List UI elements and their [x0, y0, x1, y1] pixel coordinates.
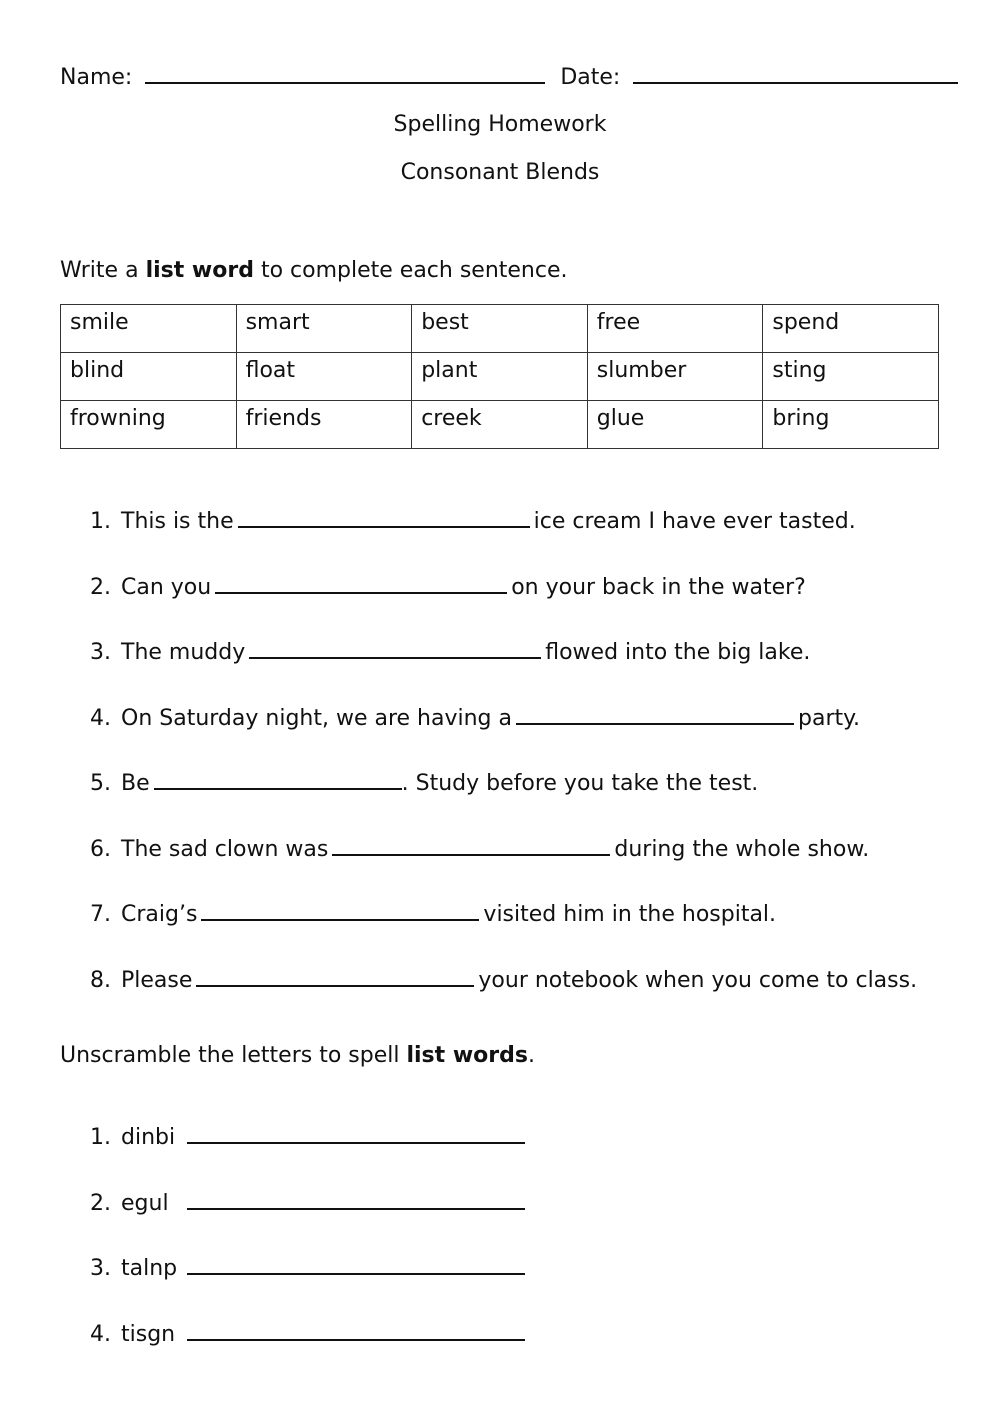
sentence-after: during the whole show. — [614, 837, 870, 862]
table-cell: best — [412, 305, 588, 353]
table-cell: sting — [763, 353, 939, 401]
answer-blank[interactable] — [215, 572, 507, 594]
word-list-table — [60, 304, 939, 449]
sentence-after: flowed into the big lake. — [545, 640, 811, 665]
date-field[interactable] — [633, 62, 958, 84]
sentence-item — [90, 572, 806, 600]
table-cell: friends — [236, 401, 412, 449]
name-date-line — [60, 62, 958, 90]
answer-blank[interactable] — [249, 637, 541, 659]
table-row — [61, 305, 939, 353]
scramble-item — [90, 1319, 525, 1347]
scrambled-word: dinbi — [121, 1125, 176, 1150]
sentence-number: 6. — [90, 837, 111, 862]
sentence-before: Please — [121, 968, 193, 993]
sentence-number: 2. — [90, 575, 111, 600]
scrambled-word: tisgn — [121, 1322, 176, 1347]
answer-blank[interactable] — [187, 1253, 525, 1275]
table-cell: float — [236, 353, 412, 401]
sentence-before: The sad clown was — [121, 837, 329, 862]
table-cell: bring — [763, 401, 939, 449]
sentence-number: 8. — [90, 968, 111, 993]
name-field[interactable] — [145, 62, 545, 84]
table-cell: smart — [236, 305, 412, 353]
sentence-item — [90, 834, 869, 862]
sentence-before: Be — [121, 771, 150, 796]
sentence-number: 1. — [90, 509, 111, 534]
sentence-item — [90, 703, 860, 731]
answer-blank[interactable] — [187, 1122, 525, 1144]
sentence-item — [90, 899, 776, 927]
table-cell: free — [587, 305, 763, 353]
sentence-item — [90, 768, 758, 796]
table-cell: slumber — [587, 353, 763, 401]
table-row — [61, 353, 939, 401]
answer-blank[interactable] — [332, 834, 610, 856]
scramble-item — [90, 1122, 525, 1150]
name-label: Name: — [60, 65, 133, 90]
scrambled-word: talnp — [121, 1256, 178, 1281]
scramble-number: 3. — [90, 1256, 111, 1281]
answer-blank[interactable] — [187, 1319, 525, 1341]
sentence-after: ice cream I have ever tasted. — [533, 509, 856, 534]
answer-blank[interactable] — [201, 899, 479, 921]
answer-blank[interactable] — [187, 1188, 525, 1210]
answer-blank[interactable] — [196, 965, 474, 987]
sentence-after: party. — [798, 706, 860, 731]
sentence-before: Can you — [121, 575, 212, 600]
instruction-text: . — [527, 1043, 535, 1068]
section2-instruction — [60, 1043, 535, 1068]
instruction-text: Write a — [60, 258, 146, 283]
sentence-number: 7. — [90, 902, 111, 927]
sentence-item — [90, 637, 810, 665]
sentence-number: 5. — [90, 771, 111, 796]
scrambled-word: egul — [121, 1191, 169, 1216]
answer-blank[interactable] — [516, 703, 794, 725]
scramble-number: 1. — [90, 1125, 111, 1150]
instruction-text: Unscramble the letters to spell — [60, 1043, 407, 1068]
table-cell: frowning — [61, 401, 237, 449]
sentence-before: On Saturday night, we are having a — [121, 706, 512, 731]
sentence-number: 3. — [90, 640, 111, 665]
table-cell: smile — [61, 305, 237, 353]
instruction-text: to complete each sentence. — [253, 258, 568, 283]
table-cell: spend — [763, 305, 939, 353]
page-subtitle: Consonant Blends — [400, 160, 600, 185]
date-label: Date: — [560, 65, 621, 90]
instruction-bold-text: list words — [406, 1043, 528, 1068]
sentence-before: Craig’s — [121, 902, 198, 927]
sentence-after: visited him in the hospital. — [483, 902, 777, 927]
page-title: Spelling Homework — [393, 112, 607, 137]
table-cell: blind — [61, 353, 237, 401]
sentence-before: The muddy — [121, 640, 246, 665]
sentence-item — [90, 506, 856, 534]
scramble-number: 2. — [90, 1191, 111, 1216]
answer-blank[interactable] — [238, 506, 530, 528]
instruction-bold-text: list word — [145, 258, 254, 283]
table-cell: creek — [412, 401, 588, 449]
sentence-before: This is the — [121, 509, 234, 534]
table-row — [61, 401, 939, 449]
scramble-number: 4. — [90, 1322, 111, 1347]
sentence-after: . Study before you take the test. — [401, 771, 759, 796]
table-cell: plant — [412, 353, 588, 401]
sentence-after: your notebook when you come to class. — [478, 968, 918, 993]
scramble-item — [90, 1188, 525, 1216]
sentence-number: 4. — [90, 706, 111, 731]
sentence-item — [90, 965, 917, 993]
scramble-item — [90, 1253, 525, 1281]
section1-instruction — [60, 258, 568, 283]
table-cell: glue — [587, 401, 763, 449]
sentence-after: on your back in the water? — [511, 575, 806, 600]
answer-blank[interactable] — [154, 768, 402, 790]
